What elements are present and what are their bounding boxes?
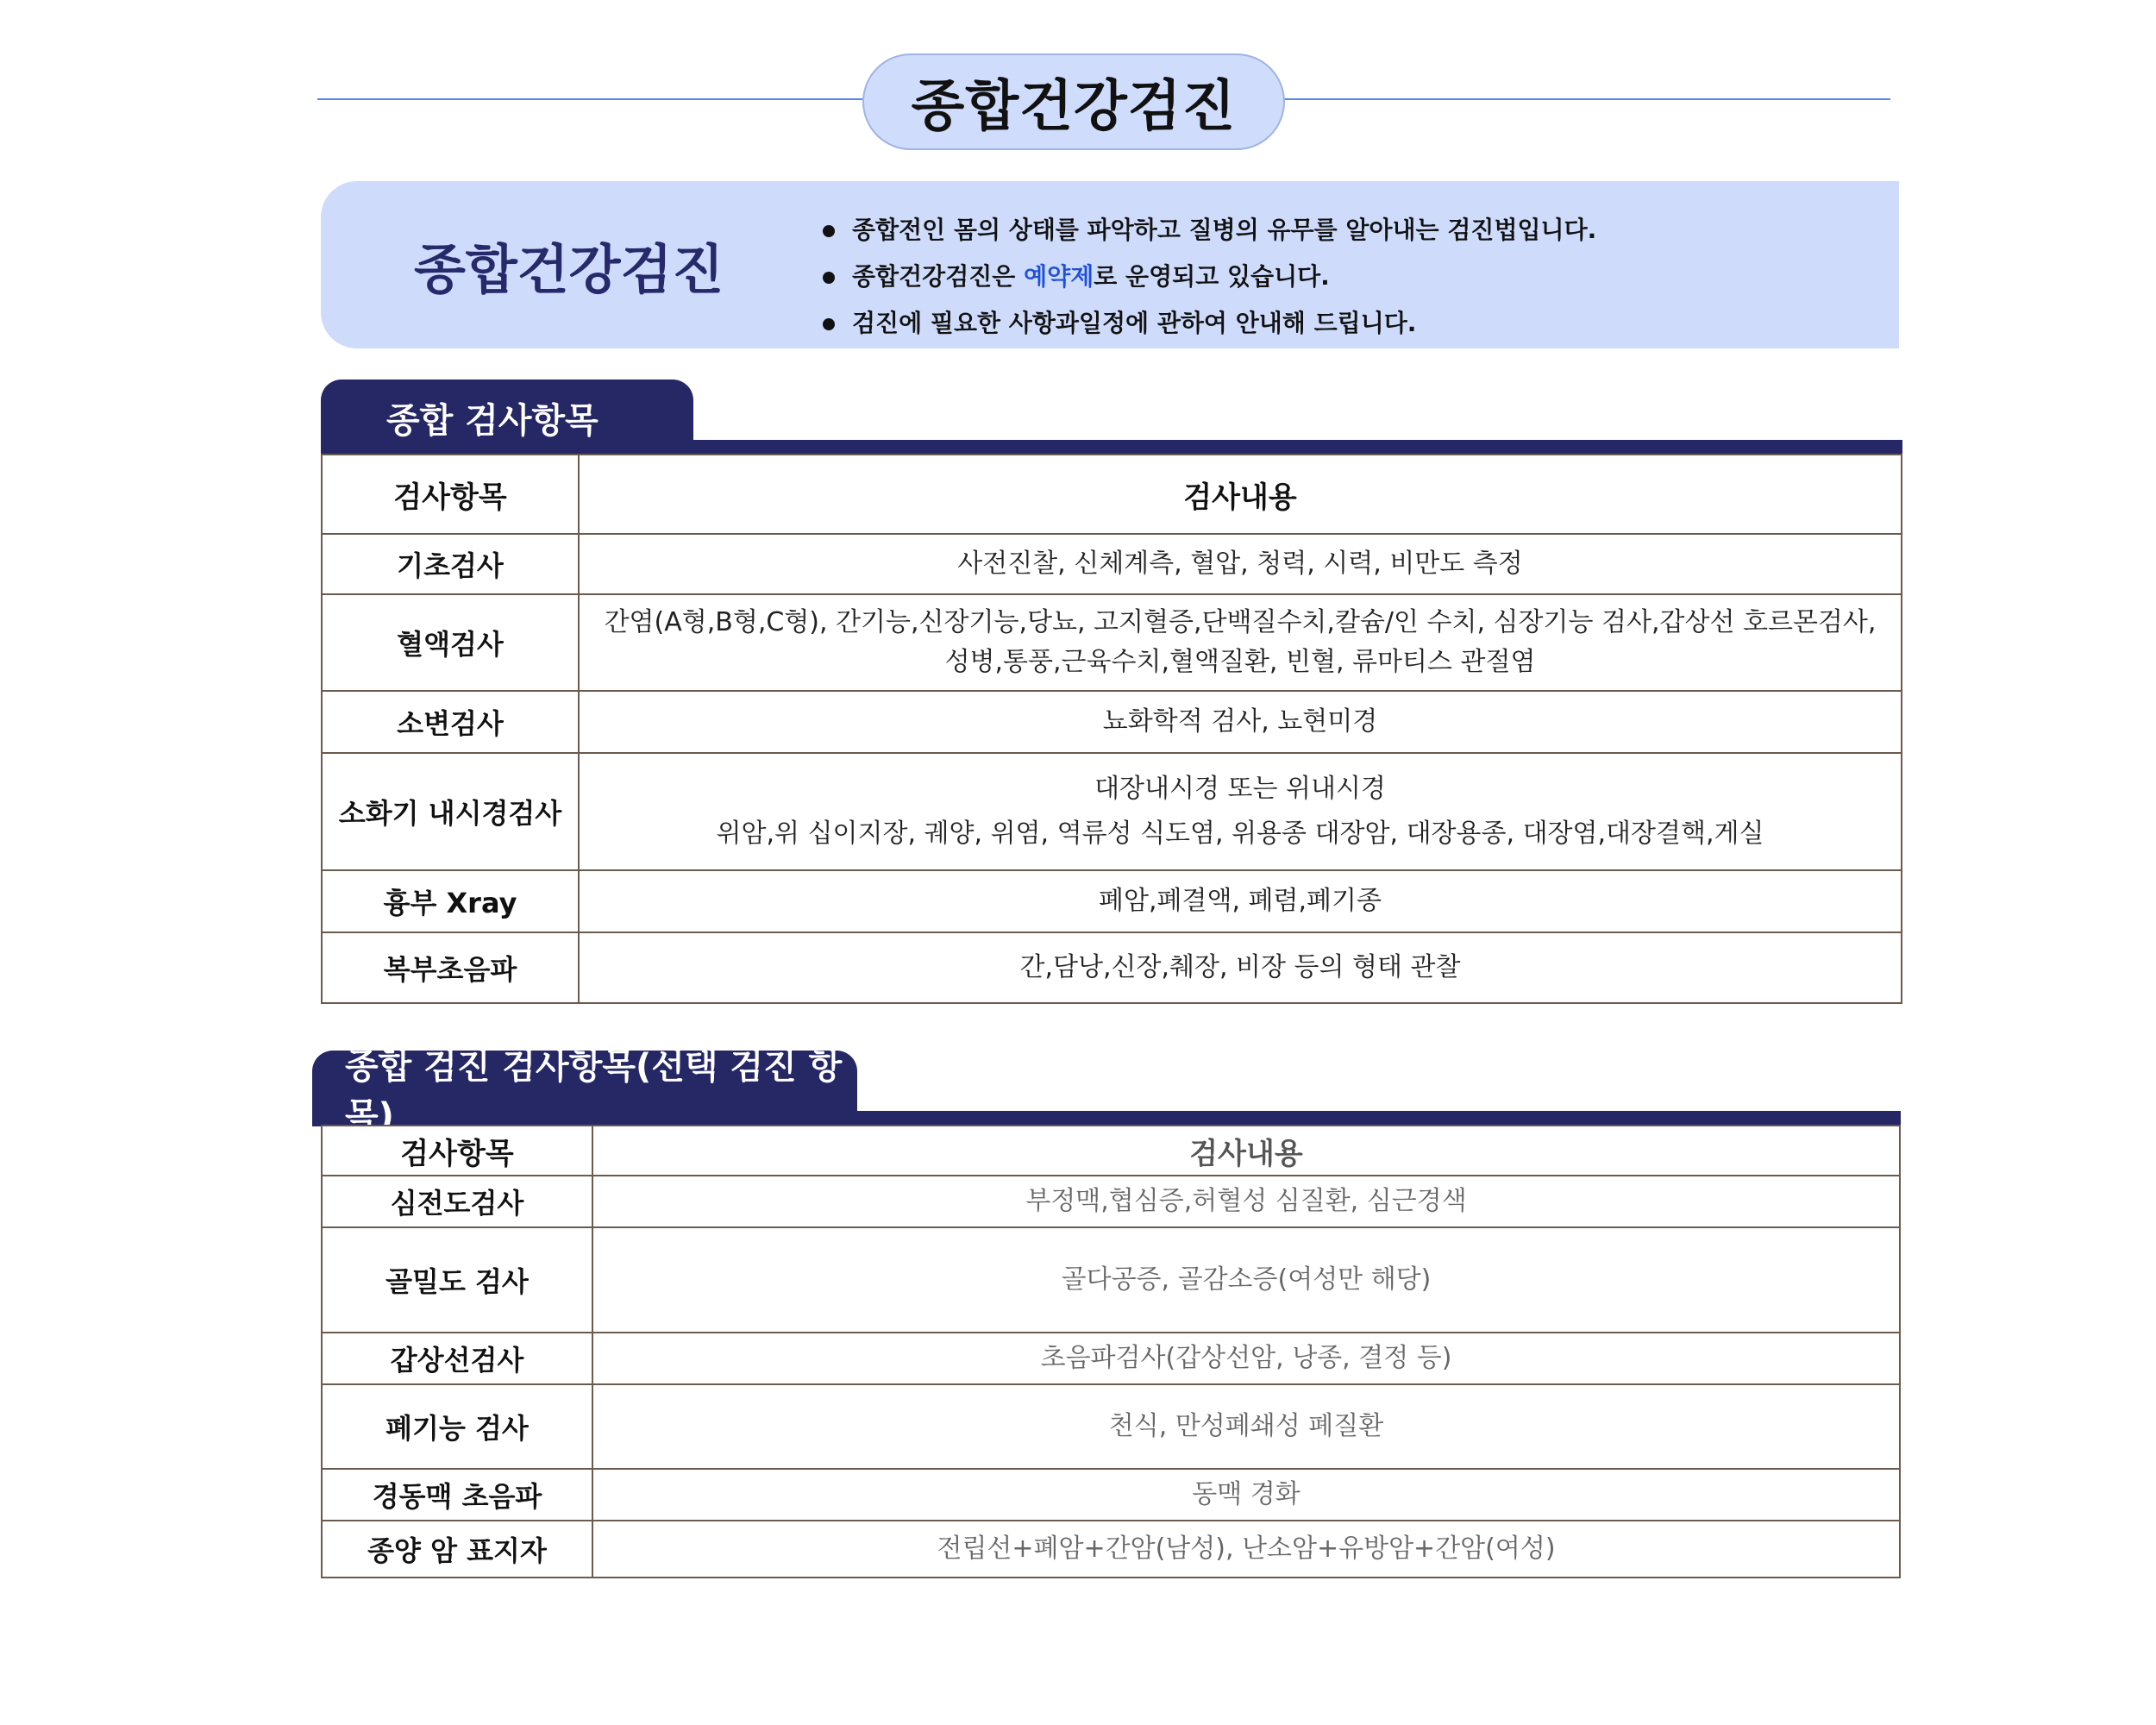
table-header-row bbox=[322, 1126, 1900, 1176]
content-line: 대장내시경 또는 위내시경 bbox=[1094, 774, 1386, 804]
table-header-row bbox=[322, 455, 1902, 534]
column-header-item: 검사항목 bbox=[322, 455, 579, 534]
column-header-content: 검사내용 bbox=[579, 455, 1902, 534]
section1-title: 종합 검사항목 bbox=[321, 380, 693, 455]
intro-bullet-text: 종합건강검진은 bbox=[852, 262, 1025, 291]
table-row bbox=[322, 594, 1902, 691]
intro-bullet-text: 로 운영되고 있습니다. bbox=[1094, 262, 1330, 291]
row-content bbox=[579, 594, 1902, 691]
content-line: 동맥 경화 bbox=[1192, 1479, 1300, 1509]
content-line: 위암,위 십이지장, 궤양, 위염, 역류성 식도염, 위용종 대장암, 대장용종, 대장염,대장결핵,게실 bbox=[716, 819, 1764, 849]
row-content bbox=[592, 1333, 1900, 1384]
table-row bbox=[322, 534, 1902, 594]
content-line: 성병,통풍,근육수치,혈액질환, 빈혈, 류마티스 관절염 bbox=[944, 647, 1536, 677]
intro-bullet-text: 종합전인 몸의 상태를 파악하고 질병의 유무를 알아내는 검진법입니다. bbox=[852, 216, 1597, 244]
page-title: 종합건강검진 bbox=[862, 53, 1285, 150]
row-content bbox=[579, 753, 1902, 870]
table-row bbox=[322, 691, 1902, 753]
row-item: 기초검사 bbox=[322, 534, 579, 594]
intro-bullet bbox=[823, 207, 1596, 254]
row-item: 종양 암 표지자 bbox=[322, 1521, 592, 1578]
row-content bbox=[592, 1384, 1900, 1469]
row-content bbox=[579, 691, 1902, 753]
intro-bullet bbox=[823, 254, 1596, 300]
content-line: 전립선+폐암+간암(남성), 난소암+유방암+간암(여성) bbox=[937, 1534, 1556, 1564]
intro-title: 종합건강검진 bbox=[414, 237, 724, 301]
row-item: 복부초음파 bbox=[322, 932, 579, 1003]
row-item: 갑상선검사 bbox=[322, 1333, 592, 1384]
intro-bullet-list bbox=[823, 207, 1596, 347]
content-line: 사전진찰, 신체계측, 혈압, 청력, 시력, 비만도 측정 bbox=[957, 549, 1523, 579]
table-row bbox=[322, 1333, 1900, 1384]
row-item: 흉부 Xray bbox=[322, 870, 579, 932]
content-line: 뇨화학적 검사, 뇨현미경 bbox=[1102, 706, 1378, 737]
row-item: 소화기 내시경검사 bbox=[322, 753, 579, 870]
table-row bbox=[322, 1521, 1900, 1578]
intro-bullet-text: 검진에 필요한 사항과일정에 관하여 안내해 드립니다. bbox=[852, 309, 1417, 337]
row-content bbox=[579, 870, 1902, 932]
row-content bbox=[592, 1521, 1900, 1578]
row-item: 골밀도 검사 bbox=[322, 1227, 592, 1333]
reservation-highlight: 예약제 bbox=[1024, 262, 1094, 291]
content-line: 폐암,폐결액, 폐렴,폐기종 bbox=[1099, 886, 1382, 916]
table-row bbox=[322, 870, 1902, 932]
intro-bullet bbox=[823, 300, 1596, 347]
row-content bbox=[592, 1176, 1900, 1227]
row-content bbox=[579, 932, 1902, 1003]
row-item: 경동맥 초음파 bbox=[322, 1469, 592, 1521]
row-item: 혈액검사 bbox=[322, 594, 579, 691]
intro-banner bbox=[321, 181, 1899, 348]
table-row bbox=[322, 932, 1902, 1003]
title-divider-left bbox=[317, 98, 866, 100]
table-row bbox=[322, 1176, 1900, 1227]
content-line: 간,담낭,신장,췌장, 비장 등의 형태 관찰 bbox=[1019, 952, 1461, 982]
title-divider-right bbox=[1280, 98, 1890, 100]
column-header-content: 검사내용 bbox=[592, 1126, 1900, 1176]
content-line: 간염(A형,B형,C형), 간기능,신장기능,당뇨, 고지혈증,단백질수치,칼슘/인 수치, 심장기능 검사,갑상선 호르몬검사, bbox=[604, 607, 1877, 637]
row-item: 폐기능 검사 bbox=[322, 1384, 592, 1469]
content-line: 천식, 만성폐쇄성 폐질환 bbox=[1108, 1411, 1384, 1441]
row-item: 심전도검사 bbox=[322, 1176, 592, 1227]
content-line: 부정맥,협심증,허혈성 심질환, 심근경색 bbox=[1025, 1186, 1467, 1216]
table-row bbox=[322, 1227, 1900, 1333]
row-content bbox=[579, 534, 1902, 594]
row-item: 소변검사 bbox=[322, 691, 579, 753]
table-row bbox=[322, 1469, 1900, 1521]
row-content bbox=[592, 1469, 1900, 1521]
table-row bbox=[322, 753, 1902, 870]
optional-exam-table bbox=[321, 1125, 1901, 1578]
section2-title: 종합 검진 검사항목(선택 검진 항목) bbox=[312, 1051, 857, 1126]
table-row bbox=[322, 1384, 1900, 1469]
column-header-item: 검사항목 bbox=[322, 1126, 592, 1176]
content-line: 초음파검사(갑상선암, 낭종, 결정 등) bbox=[1040, 1343, 1452, 1373]
content-line: 골다공증, 골감소증(여성만 해당) bbox=[1061, 1264, 1432, 1295]
row-content bbox=[592, 1227, 1900, 1333]
basic-exam-table bbox=[321, 454, 1902, 1004]
